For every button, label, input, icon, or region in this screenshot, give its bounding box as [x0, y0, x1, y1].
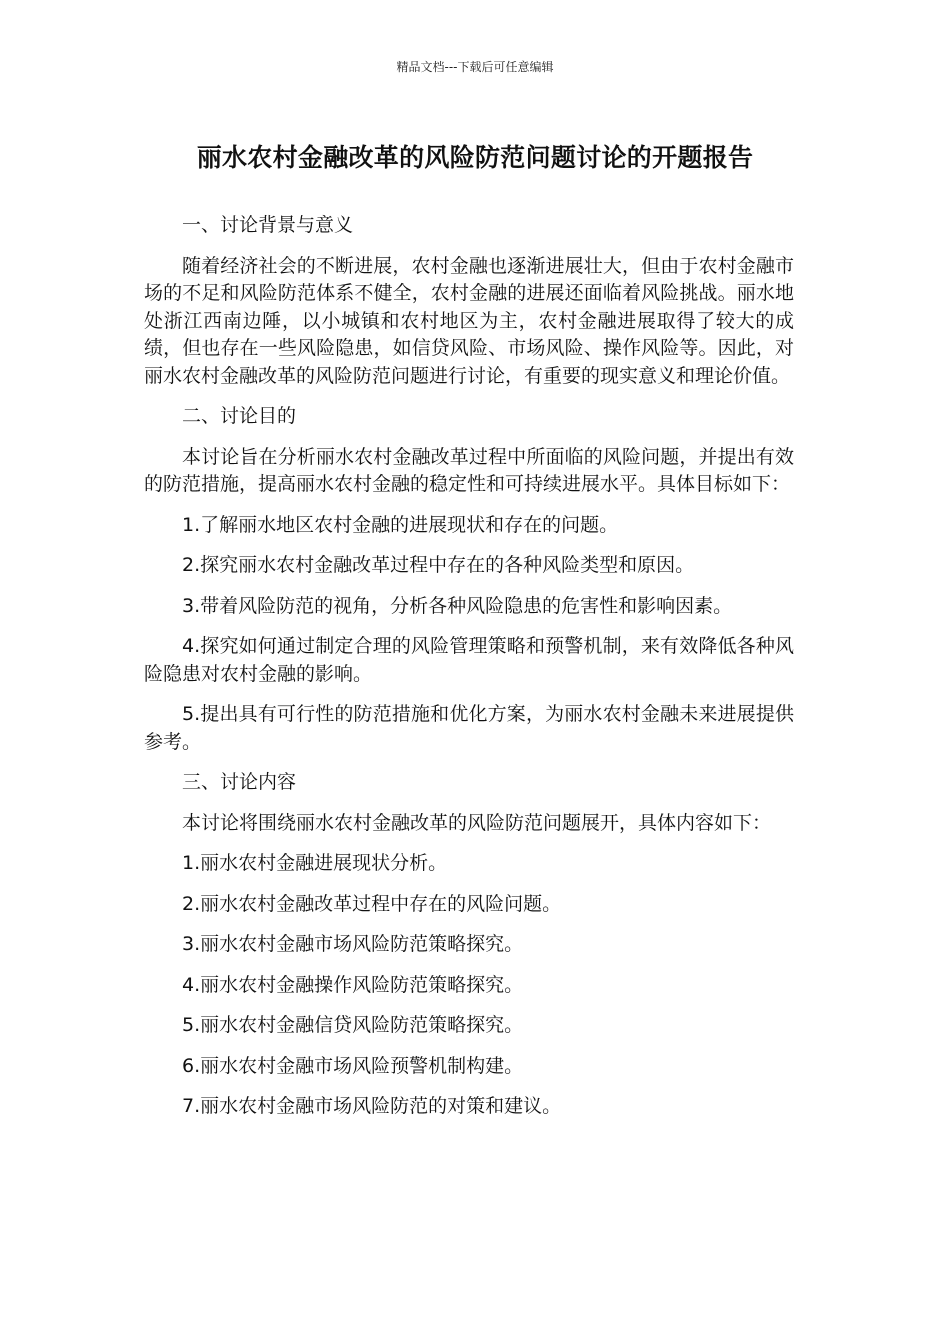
section-heading-background: 一、讨论背景与意义	[182, 214, 354, 236]
section-heading-content: 三、讨论内容	[182, 771, 297, 793]
list-item: 5.丽水农村金融信贷风险防范策略探究。	[182, 1014, 524, 1036]
list-item: 3.带着风险防范的视角，分析各种风险隐患的危害性和影响因素。	[182, 594, 733, 617]
list-item: 2.丽水农村金融改革过程中存在的风险问题。	[182, 892, 562, 915]
list-item: 2.探究丽水农村金融改革过程中存在的各种风险类型和原因。	[182, 554, 695, 576]
list-item: 1.丽水农村金融进展现状分析。	[182, 852, 448, 874]
section-paragraph-background: 随着经济社会的不断进展，农村金融也逐渐进展壮大，但由于农村金融市场的不足和风险防范体系不健全，农村金融的进展还面临着风险挑战。丽水地处浙江西南边陲，以小城镇和农村地区为主，农村金融进展取得了较大的成绩，但也存在一些风险隐患，如信贷风险、市场风险、操作风险等。因此，对丽水农村金融改革的风险防范问题进行讨论，有重要的现实意义和理论价值。	[144, 254, 794, 387]
list-item: 4.探究如何通过制定合理的风险管理策略和预警机制，来有效降低各种风险隐患对农村金融的影响。	[144, 635, 794, 685]
list-item: 4.丽水农村金融操作风险防范策略探究。	[182, 973, 524, 996]
list-item: 5.提出具有可行性的防范措施和优化方案，为丽水农村金融未来进展提供参考。	[144, 703, 794, 753]
section-heading-purpose: 二、讨论目的	[182, 405, 297, 427]
list-item: 7.丽水农村金融市场风险防范的对策和建议。	[182, 1095, 562, 1117]
document-body	[144, 212, 794, 1134]
section-paragraph-purpose: 本讨论旨在分析丽水农村金融改革过程中所面临的风险问题，并提出有效的防范措施，提高丽水农村金融的稳定性和可持续进展水平。具体目标如下：	[144, 445, 794, 495]
header-note: 精品文档---下载后可任意编辑	[396, 60, 554, 74]
list-item: 1.了解丽水地区农村金融的进展现状和存在的问题。	[182, 513, 619, 536]
document-title: 丽水农村金融改革的风险防范问题讨论的开题报告	[196, 143, 754, 172]
list-item: 3.丽水农村金融市场风险防范策略探究。	[182, 933, 524, 955]
section-paragraph-content: 本讨论将围绕丽水农村金融改革的风险防范问题展开，具体内容如下：	[182, 811, 772, 834]
list-item: 6.丽水农村金融市场风险预警机制构建。	[182, 1054, 524, 1077]
